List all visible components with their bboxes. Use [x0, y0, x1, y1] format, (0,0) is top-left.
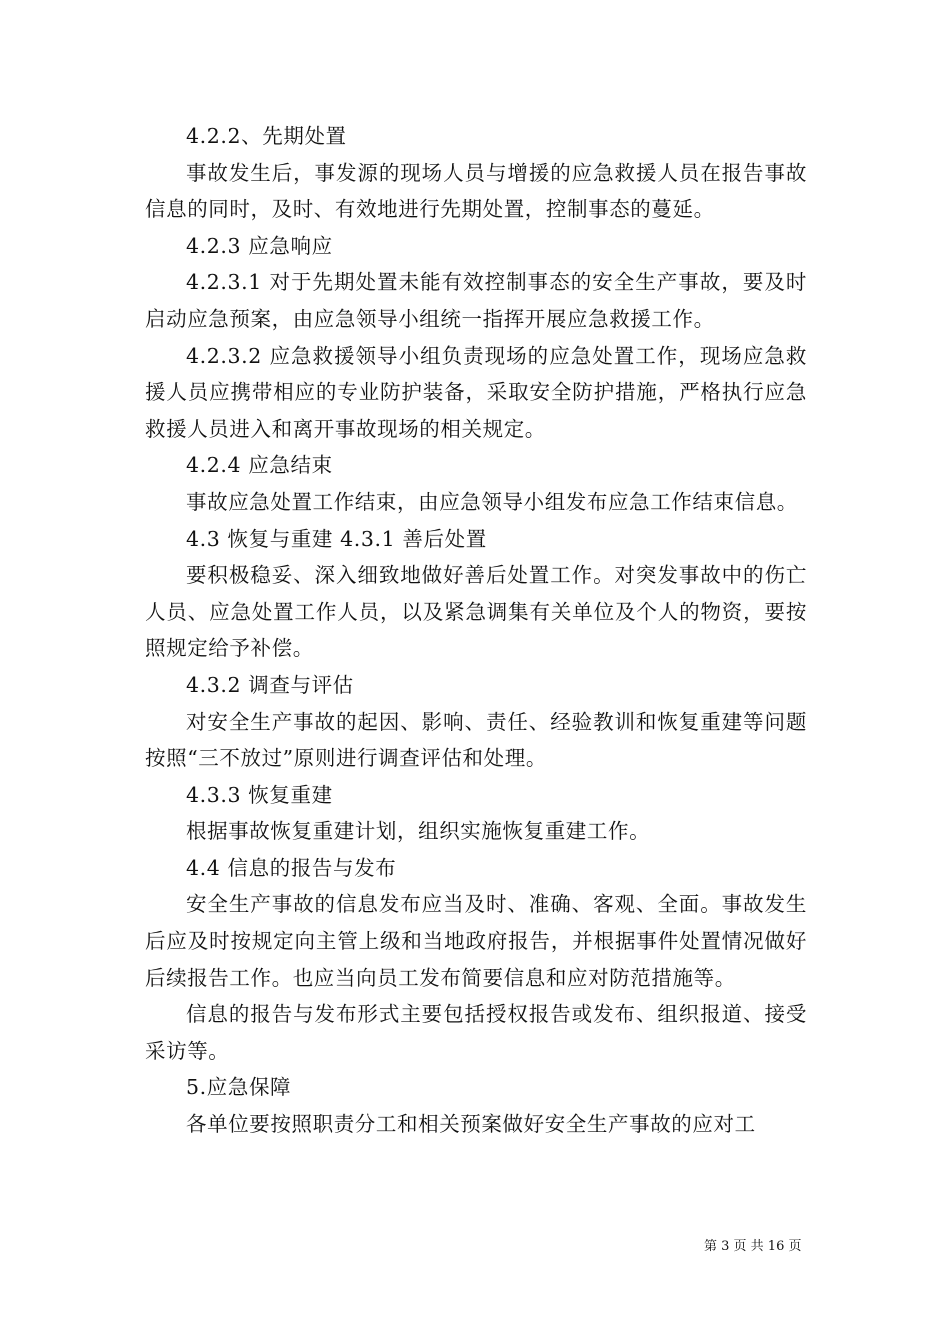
- paragraph-aftermath: 要积极稳妥、深入细致地做好善后处置工作。对突发事故中的伤亡人员、应急处置工作人员，以及紧急调集有关单位及个人的物资，要按照规定给予补偿。: [145, 563, 807, 661]
- document-body: [145, 118, 807, 1143]
- paragraph-release-forms: 信息的报告与发布形式主要包括授权报告或发布、组织报道、接受采访等。: [145, 1002, 807, 1063]
- heading-4-2-2: 4.2.2、先期处置: [186, 124, 347, 148]
- page-number: 第 3 页 共 16 页: [704, 1239, 802, 1254]
- paragraph-info-release: 安全生产事故的信息发布应当及时、准确、客观、全面。事故发生后应及时按规定向主管上级和当地政府报告，并根据事件处置情况做好后续报告工作。也应当向员工发布简要信息和应对防范措施等。: [145, 892, 807, 990]
- paragraph-emergency-end: 事故应急处置工作结束，由应急领导小组发布应急工作结束信息。: [186, 489, 798, 514]
- heading-4-3-3: 4.3.3 恢复重建: [186, 782, 333, 807]
- paragraph-investigation: 对安全生产事故的起因、影响、责任、经验教训和恢复重建等问题按照“三不放过”原则进行调查评估和处理。: [145, 709, 807, 771]
- heading-4-3-2: 4.3.2 调查与评估: [186, 672, 354, 697]
- paragraph-initial-response: 事故发生后，事发源的现场人员与增援的应急救援人员在报告事故信息的同时，及时、有效地进行先期处置，控制事态的蔓延。: [145, 160, 807, 222]
- paragraph-reconstruction: 根据事故恢复重建计划，组织实施恢复重建工作。: [186, 819, 651, 844]
- heading-4-2-4: 4.2.4 应急结束: [186, 453, 333, 478]
- heading-5: 5.应急保障: [186, 1075, 292, 1100]
- paragraph-guarantee: 各单位要按照职责分工和相关预案做好安全生产事故的应对工: [186, 1112, 756, 1137]
- heading-4-4: 4.4 信息的报告与发布: [186, 855, 397, 880]
- heading-4-2-3: 4.2.3 应急响应: [186, 233, 333, 258]
- heading-4-3: 4.3 恢复与重建 4.3.1 善后处置: [186, 526, 487, 551]
- paragraph-4-2-3-1: 4.2.3.1 对于先期处置未能有效控制事态的安全生产事故，要及时启动应急预案，由应急领导小组统一指挥开展应急救援工作。: [145, 270, 807, 331]
- paragraph-4-2-3-2: 4.2.3.2 应急救援领导小组负责现场的应急处置工作，现场应急救援人员应携带相应的专业防护装备，采取安全防护措施，严格执行应急救援人员进入和离开事故现场的相关规定。: [145, 343, 807, 441]
